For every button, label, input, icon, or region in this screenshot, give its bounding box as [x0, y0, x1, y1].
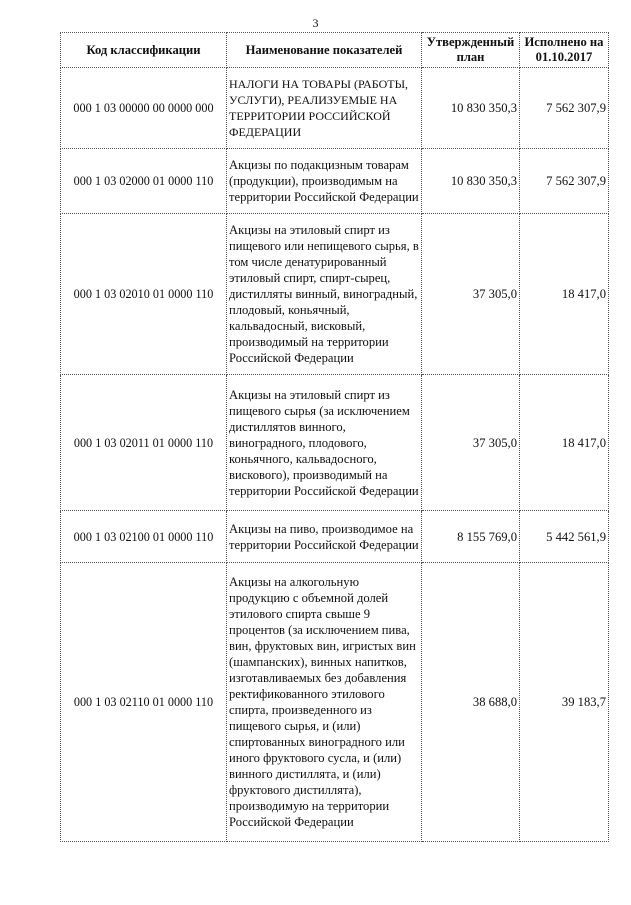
header-classification-code: Код классификации: [61, 33, 227, 68]
row-name: Акцизы на этиловый спирт из пищевого сырья (за исключением дистиллятов винного, виноградного, плодового, коньячного, кальвадосного, вискового), производимый на территории Российской Федерации: [227, 375, 422, 511]
row-code: 000 1 03 00000 00 0000 000: [61, 68, 227, 149]
row-name: НАЛОГИ НА ТОВАРЫ (РАБОТЫ, УСЛУГИ), РЕАЛИЗУЕМЫЕ НА ТЕРРИТОРИИ РОССИЙСКОЙ ФЕДЕРАЦИИ: [227, 68, 422, 149]
row-name: Акцизы на этиловый спирт из пищевого или непищевого сырья, в том числе денатурированный этиловый спирт, спирт-сырец, дистилляты винный, виноградный, плодовый, коньячный, кальвадосный, висковый, производимый на территории Российской Федерации: [227, 214, 422, 375]
row-code: 000 1 03 02110 01 0000 110: [61, 563, 227, 842]
row-plan: 10 830 350,3: [422, 149, 520, 214]
row-name: Акцизы по подакцизным товарам (продукции), производимым на территории Российской Федерации: [227, 149, 422, 214]
row-code: 000 1 03 02100 01 0000 110: [61, 511, 227, 563]
row-executed: 39 183,7: [520, 563, 609, 842]
row-plan: 8 155 769,0: [422, 511, 520, 563]
header-approved-plan: Утвержденный план: [422, 33, 520, 68]
row-name: Акцизы на пиво, производимое на территории Российской Федерации: [227, 511, 422, 563]
table-row: [61, 149, 609, 214]
row-plan: 37 305,0: [422, 375, 520, 511]
table-row: [61, 68, 609, 149]
row-name: Акцизы на алкогольную продукцию с объемной долей этилового спирта свыше 9 процентов (за исключением пива, вин, фруктовых вин, игристых вин (шампанских), винных напитков, изготавливаемых без добавления ректификованного этилового спирта, произведенного из пищевого сырья, и (или) спиртованных виноградного или иного фруктового сусла, и (или) винного дистиллята, и (или) фруктового дистиллята), производимую на территории Российской Федерации: [227, 563, 422, 842]
table-row: [61, 563, 609, 842]
row-executed: 5 442 561,9: [520, 511, 609, 563]
row-executed: 18 417,0: [520, 375, 609, 511]
row-plan: 10 830 350,3: [422, 68, 520, 149]
header-indicator-name: Наименование показателей: [227, 33, 422, 68]
row-code: 000 1 03 02010 01 0000 110: [61, 214, 227, 375]
header-executed: Исполнено на 01.10.2017: [520, 33, 609, 68]
row-plan: 38 688,0: [422, 563, 520, 842]
row-code: 000 1 03 02011 01 0000 110: [61, 375, 227, 511]
table-row: [61, 214, 609, 375]
row-plan: 37 305,0: [422, 214, 520, 375]
table-row: [61, 511, 609, 563]
row-executed: 7 562 307,9: [520, 149, 609, 214]
row-executed: 18 417,0: [520, 214, 609, 375]
row-executed: 7 562 307,9: [520, 68, 609, 149]
budget-execution-table: [60, 32, 609, 842]
table-row: [61, 375, 609, 511]
table-header-row: [61, 33, 609, 68]
row-code: 000 1 03 02000 01 0000 110: [61, 149, 227, 214]
page-number: 3: [312, 16, 319, 30]
